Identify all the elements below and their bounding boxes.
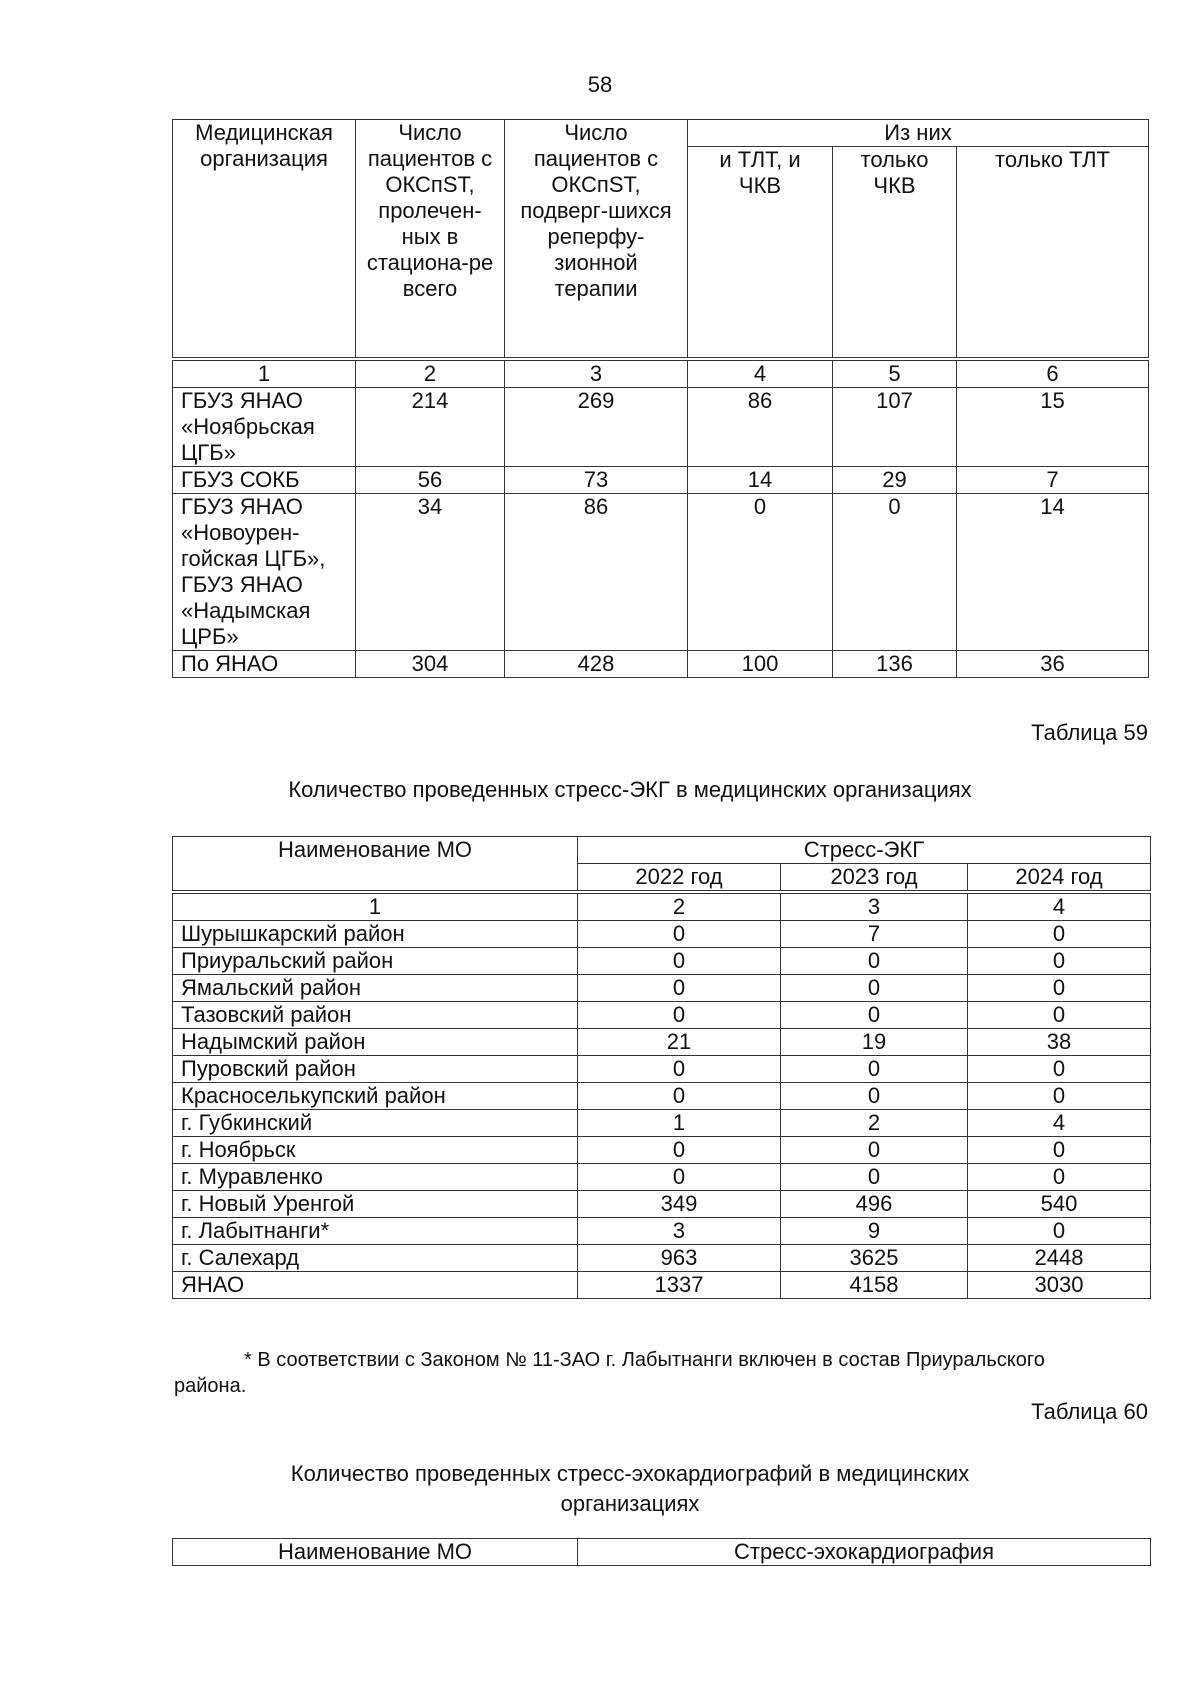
column-number-row xyxy=(173,892,1151,921)
mo-name-cell: Приуральский район xyxy=(173,948,578,975)
value-cell: 0 xyxy=(578,948,781,975)
value-cell: 0 xyxy=(781,1002,968,1029)
mo-name-cell: г. Ноябрьск xyxy=(173,1137,578,1164)
value-cell: 0 xyxy=(968,1056,1151,1083)
header-pci-only: только ЧКВ xyxy=(833,147,957,359)
value-cell: 29 xyxy=(833,466,957,493)
column-number: 3 xyxy=(505,359,688,388)
value-cell: 100 xyxy=(688,650,833,677)
mo-name-cell: Ямальский район xyxy=(173,975,578,1002)
value-cell: 496 xyxy=(781,1191,968,1218)
table-row xyxy=(173,1191,1151,1218)
value-cell: 0 xyxy=(578,1056,781,1083)
value-cell: 269 xyxy=(505,387,688,466)
value-cell: 14 xyxy=(688,466,833,493)
org-cell: ГБУЗ ЯНАО «Ноябрьская ЦГБ» xyxy=(173,387,356,466)
mo-name-cell: Пуровский район xyxy=(173,1056,578,1083)
title-line: Количество проведенных стресс-эхокардиографий в медицинских xyxy=(290,1461,970,1486)
mo-name-cell: г. Губкинский xyxy=(173,1110,578,1137)
value-cell: 304 xyxy=(356,650,505,677)
table-row xyxy=(173,1110,1151,1137)
value-cell: 540 xyxy=(968,1191,1151,1218)
org-cell: По ЯНАО xyxy=(173,650,356,677)
header-mo-name: Наименование МО xyxy=(173,1539,578,1566)
column-number: 4 xyxy=(968,892,1151,921)
value-cell: 73 xyxy=(505,466,688,493)
value-cell: 0 xyxy=(781,1137,968,1164)
table-row xyxy=(173,1137,1151,1164)
value-cell: 7 xyxy=(781,921,968,948)
header-mo-name: Наименование МО xyxy=(173,837,578,893)
value-cell: 7 xyxy=(957,466,1149,493)
header-patients-total: Число пациентов с ОКСпST, пролечен-ных в стациона-ре всего xyxy=(356,120,505,359)
value-cell: 0 xyxy=(578,1164,781,1191)
value-cell: 0 xyxy=(688,493,833,650)
value-cell: 0 xyxy=(781,1083,968,1110)
value-cell: 963 xyxy=(578,1245,781,1272)
header-year: 2024 год xyxy=(968,864,1151,893)
header-org: Медицинская организация xyxy=(173,120,356,359)
table-59-label: Таблица 59 xyxy=(1031,720,1148,745)
table-row xyxy=(173,1029,1151,1056)
page-number: 58 xyxy=(587,72,613,97)
value-cell: 4158 xyxy=(781,1272,968,1299)
mo-name-cell: Тазовский район xyxy=(173,1002,578,1029)
value-cell: 0 xyxy=(578,1083,781,1110)
header-patients-reperfusion: Число пациентов с ОКСпST, подверг-шихся реперфу-зионной терапии xyxy=(505,120,688,359)
value-cell: 0 xyxy=(781,975,968,1002)
value-cell: 0 xyxy=(968,1083,1151,1110)
column-number: 1 xyxy=(173,359,356,388)
org-cell: ГБУЗ ЯНАО «Новоурен-гойская ЦГБ», ГБУЗ ЯНАО «Надымская ЦРБ» xyxy=(173,493,356,650)
header-tlt-only: только ТЛТ xyxy=(957,147,1149,359)
table-stemi-patients xyxy=(172,119,1149,678)
table-60-title xyxy=(200,1459,1060,1519)
column-number: 6 xyxy=(957,359,1149,388)
column-number: 4 xyxy=(688,359,833,388)
table-row xyxy=(173,1002,1151,1029)
value-cell: 0 xyxy=(968,975,1151,1002)
value-cell: 0 xyxy=(781,948,968,975)
value-cell: 14 xyxy=(957,493,1149,650)
value-cell: 0 xyxy=(968,948,1151,975)
value-cell: 0 xyxy=(968,1218,1151,1245)
value-cell: 136 xyxy=(833,650,957,677)
table-row xyxy=(173,921,1151,948)
value-cell: 349 xyxy=(578,1191,781,1218)
table-stress-echo xyxy=(172,1538,1151,1566)
mo-name-cell: ЯНАО xyxy=(173,1272,578,1299)
value-cell: 0 xyxy=(968,1164,1151,1191)
column-number: 3 xyxy=(781,892,968,921)
title-line: организациях xyxy=(560,1491,700,1516)
value-cell: 2 xyxy=(781,1110,968,1137)
value-cell: 1 xyxy=(578,1110,781,1137)
value-cell: 38 xyxy=(968,1029,1151,1056)
value-cell: 56 xyxy=(356,466,505,493)
table-row xyxy=(173,1056,1151,1083)
value-cell: 0 xyxy=(578,921,781,948)
column-number: 2 xyxy=(356,359,505,388)
column-number: 2 xyxy=(578,892,781,921)
value-cell: 214 xyxy=(356,387,505,466)
value-cell: 0 xyxy=(578,975,781,1002)
value-cell: 34 xyxy=(356,493,505,650)
value-cell: 21 xyxy=(578,1029,781,1056)
table-total-row xyxy=(173,650,1149,677)
mo-name-cell: г. Муравленко xyxy=(173,1164,578,1191)
mo-name-cell: Надымский район xyxy=(173,1029,578,1056)
mo-name-cell: Шурышкарский район xyxy=(173,921,578,948)
table-60-label: Таблица 60 xyxy=(1031,1399,1148,1424)
value-cell: 0 xyxy=(781,1164,968,1191)
header-stress-ecg: Стресс-ЭКГ xyxy=(578,837,1151,864)
mo-name-cell: г. Новый Уренгой xyxy=(173,1191,578,1218)
value-cell: 0 xyxy=(968,921,1151,948)
value-cell: 3625 xyxy=(781,1245,968,1272)
value-cell: 107 xyxy=(833,387,957,466)
footnote xyxy=(174,1347,1150,1399)
value-cell: 0 xyxy=(578,1137,781,1164)
header-stress-echo: Стресс-эхокардиография xyxy=(578,1539,1151,1566)
value-cell: 428 xyxy=(505,650,688,677)
header-year: 2023 год xyxy=(781,864,968,893)
value-cell: 2448 xyxy=(968,1245,1151,1272)
value-cell: 15 xyxy=(957,387,1149,466)
footnote-line: района. xyxy=(174,1375,247,1397)
table-row xyxy=(173,466,1149,493)
footnote-line: * В соответствии с Законом № 11-ЗАО г. Лабытнанги включен в состав Приуральского xyxy=(244,1349,1045,1371)
table-row xyxy=(173,1218,1151,1245)
table-row xyxy=(173,493,1149,650)
mo-name-cell: Красноселькупский район xyxy=(173,1083,578,1110)
org-cell: ГБУЗ СОКБ xyxy=(173,466,356,493)
value-cell: 0 xyxy=(781,1056,968,1083)
value-cell: 9 xyxy=(781,1218,968,1245)
value-cell: 0 xyxy=(968,1137,1151,1164)
column-number-row xyxy=(173,359,1149,388)
table-59-title: Количество проведенных стресс-ЭКГ в медицинских организациях xyxy=(288,777,972,802)
header-of-them: Из них xyxy=(688,120,1149,147)
mo-name-cell: г. Салехард xyxy=(173,1245,578,1272)
mo-name-cell: г. Лабытнанги* xyxy=(173,1218,578,1245)
table-row xyxy=(173,948,1151,975)
table-row xyxy=(173,387,1149,466)
table-stress-ecg xyxy=(172,836,1151,1299)
value-cell: 36 xyxy=(957,650,1149,677)
value-cell: 0 xyxy=(833,493,957,650)
value-cell: 0 xyxy=(968,1002,1151,1029)
value-cell: 0 xyxy=(578,1002,781,1029)
table-row xyxy=(173,1164,1151,1191)
column-number: 5 xyxy=(833,359,957,388)
value-cell: 1337 xyxy=(578,1272,781,1299)
value-cell: 3030 xyxy=(968,1272,1151,1299)
table-row xyxy=(173,1272,1151,1299)
header-tlt-and-pci: и ТЛТ, и ЧКВ xyxy=(688,147,833,359)
value-cell: 3 xyxy=(578,1218,781,1245)
column-number: 1 xyxy=(173,892,578,921)
table-row xyxy=(173,1245,1151,1272)
table-row xyxy=(173,1083,1151,1110)
header-year: 2022 год xyxy=(578,864,781,893)
value-cell: 4 xyxy=(968,1110,1151,1137)
value-cell: 19 xyxy=(781,1029,968,1056)
value-cell: 86 xyxy=(688,387,833,466)
table-row xyxy=(173,975,1151,1002)
value-cell: 86 xyxy=(505,493,688,650)
